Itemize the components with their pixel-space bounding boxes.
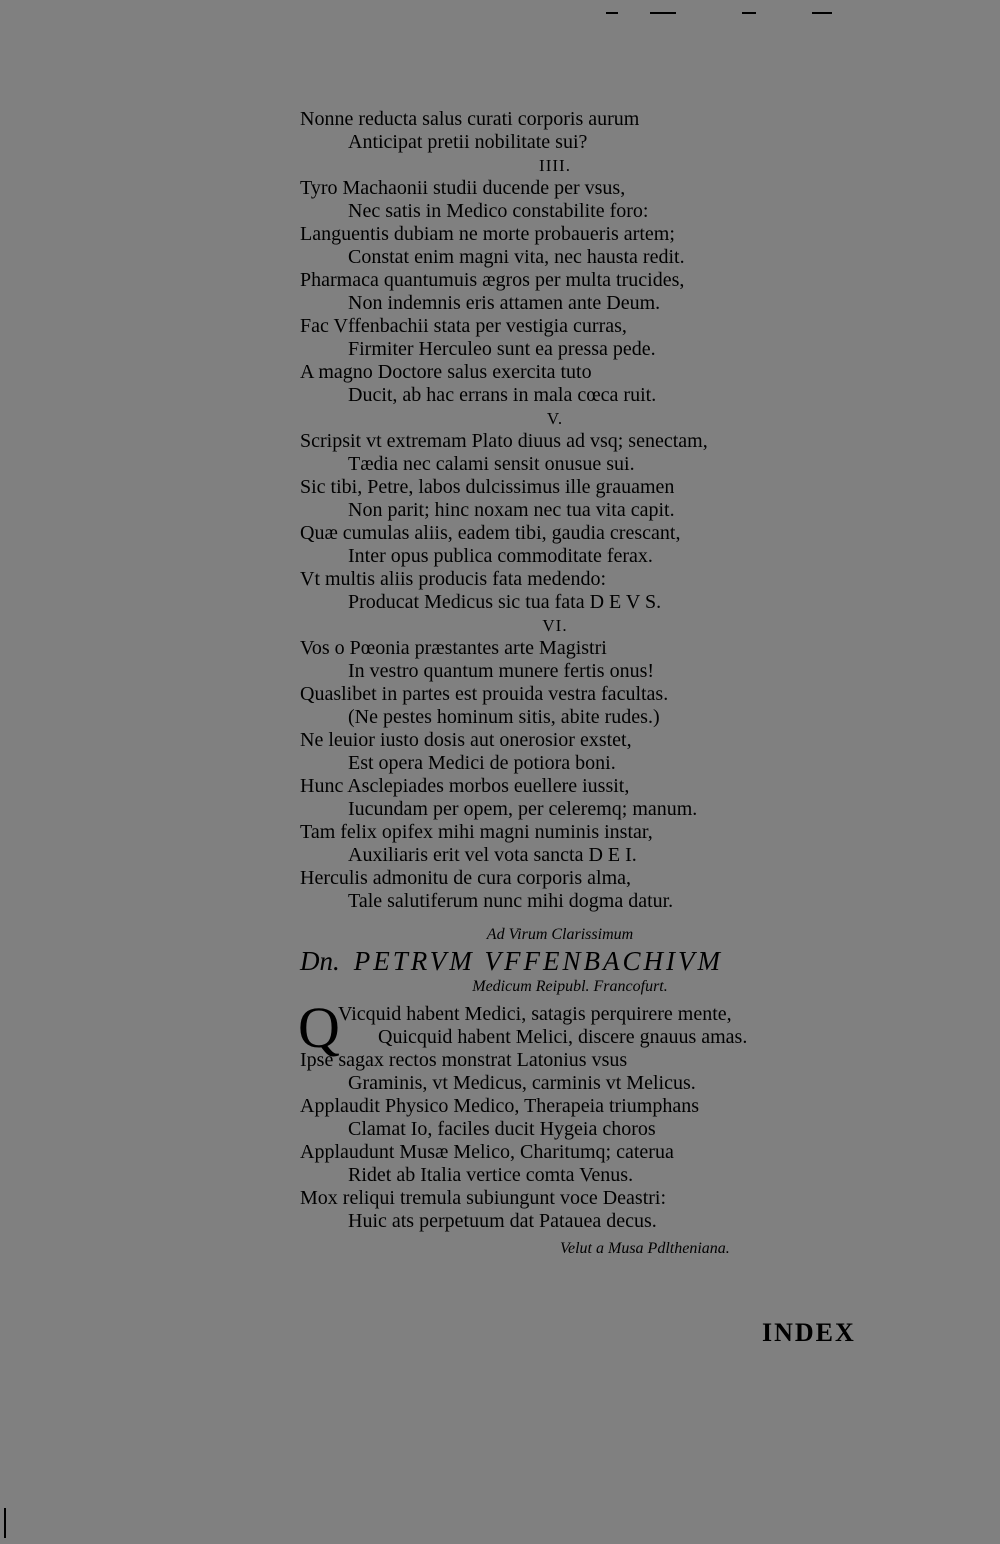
top-edge-mark (606, 12, 618, 14)
dedicatee-full-name: PETRVM VFFENBACHIVM (353, 946, 723, 976)
verse-line: Tyro Machaonii studii ducende per vsus, (300, 177, 626, 199)
verse-line: Constat enim magni vita, nec hausta redit. (348, 246, 685, 268)
verse-line: Est opera Medici de potiora boni. (348, 752, 616, 774)
verse-line: Vicquid habent Medici, satagis perquirere mente, (338, 1003, 732, 1025)
verse-line: Firmiter Herculeo sunt ea pressa pede. (348, 338, 656, 360)
catchword: INDEX (762, 1318, 856, 1347)
dedication-heading: Ad Virum Clarissimum (486, 926, 634, 943)
verse-line: Ipse sagax rectos monstrat Latonius vsus (300, 1049, 628, 1071)
side-edge-mark (4, 1508, 6, 1538)
verse-line: Ducit, ab hac errans in mala cœca ruit. (348, 384, 657, 406)
verse-line: Pharmaca quantumuis ægros per multa trucides, (300, 269, 685, 291)
verse-line: Nec satis in Medico constabilite foro: (348, 200, 649, 222)
dedicatee-name (300, 945, 780, 977)
verse-line: Producat Medicus sic tua fata D E V S. (348, 591, 662, 613)
section-numeral: VI. (542, 616, 568, 635)
dedicatee-office: Medicum Reipubl. Francofurt. (472, 978, 668, 995)
verse-line: Fac Vffenbachii stata per vestigia curras, (300, 315, 627, 337)
verse-line: Graminis, vt Medicus, carminis vt Melicus. (348, 1072, 696, 1094)
verse-line: Applaudit Physico Medico, Therapeia triumphans (300, 1095, 699, 1117)
verse-line: Vos o Pœonia præstantes arte Magistri (300, 637, 607, 659)
verse-line: Inter opus publica commoditate ferax. (348, 545, 653, 567)
verse-line: Non indemnis eris attamen ante Deum. (348, 292, 661, 314)
verse-line: Quaslibet in partes est prouida vestra facultas. (300, 683, 669, 705)
verse-line: In vestro quantum munere fertis onus! (348, 660, 655, 682)
verse-line: (Ne pestes hominum sitis, abite rudes.) (348, 706, 660, 728)
verse-line: Tale salutiferum nunc mihi dogma datur. (348, 890, 674, 912)
section-numeral: IIII. (539, 156, 571, 175)
verse-line: Auxiliaris erit vel vota sancta D E I. (348, 844, 637, 866)
verse-line: Quæ cumulas aliis, eadem tibi, gaudia crescant, (300, 522, 681, 544)
verse-line: Mox reliqui tremula subiungunt voce Deastri: (300, 1187, 667, 1209)
verse-line: Anticipat pretii nobilitate sui? (348, 131, 588, 153)
verse-line: A magno Doctore salus exercita tuto (300, 361, 592, 383)
verse-line: Applaudunt Musæ Melico, Charitumq; caterua (300, 1141, 674, 1163)
poem-text-block (300, 108, 780, 1233)
verse-line: Tam felix opifex mihi magni numinis instar, (300, 821, 653, 843)
verse-line: Herculis admonitu de cura corporis alma, (300, 867, 631, 889)
second-poem-lines (300, 1003, 780, 1233)
verse-line: Ne leuior iusto dosis aut onerosior exstet, (300, 729, 632, 751)
dedicatee-title: Dn. (300, 946, 340, 976)
verse-line: Vt multis aliis producis fata medendo: (300, 568, 607, 590)
top-edge-mark (812, 12, 832, 14)
top-edge-mark (650, 12, 676, 14)
verse-line: Ridet ab Italia vertice comta Venus. (348, 1164, 634, 1186)
first-poem (300, 108, 780, 913)
verse-line: Hunc Asclepiades morbos euellere iussit, (300, 775, 630, 797)
second-poem (298, 995, 780, 1233)
verse-line: Languentis dubiam ne morte probaueris artem; (300, 223, 675, 245)
verse-line: Nonne reducta salus curati corporis aurum (300, 108, 640, 130)
signature: Velut a Musa Pdltheniana. (560, 1240, 730, 1257)
verse-line: Scripsit vt extremam Plato diuus ad vsq; senectam, (300, 430, 708, 452)
verse-line: Sic tibi, Petre, labos dulcissimus ille grauamen (300, 476, 675, 498)
verse-line: Quicquid habent Melici, discere gnauus amas. (378, 1026, 748, 1048)
verse-line: Clamat Io, faciles ducit Hygeia choros (348, 1118, 656, 1140)
verse-line: Huic ats perpetuum dat Patauea decus. (348, 1210, 657, 1232)
section-numeral: V. (546, 409, 564, 428)
verse-line: Non parit; hinc noxam nec tua vita capit. (348, 499, 675, 521)
verse-line: Tædia nec calami sensit onusue sui. (348, 453, 635, 475)
drop-capital: Q (298, 995, 340, 1060)
verse-line: Iucundam per opem, per celeremq; manum. (348, 798, 698, 820)
top-edge-mark (742, 12, 756, 14)
